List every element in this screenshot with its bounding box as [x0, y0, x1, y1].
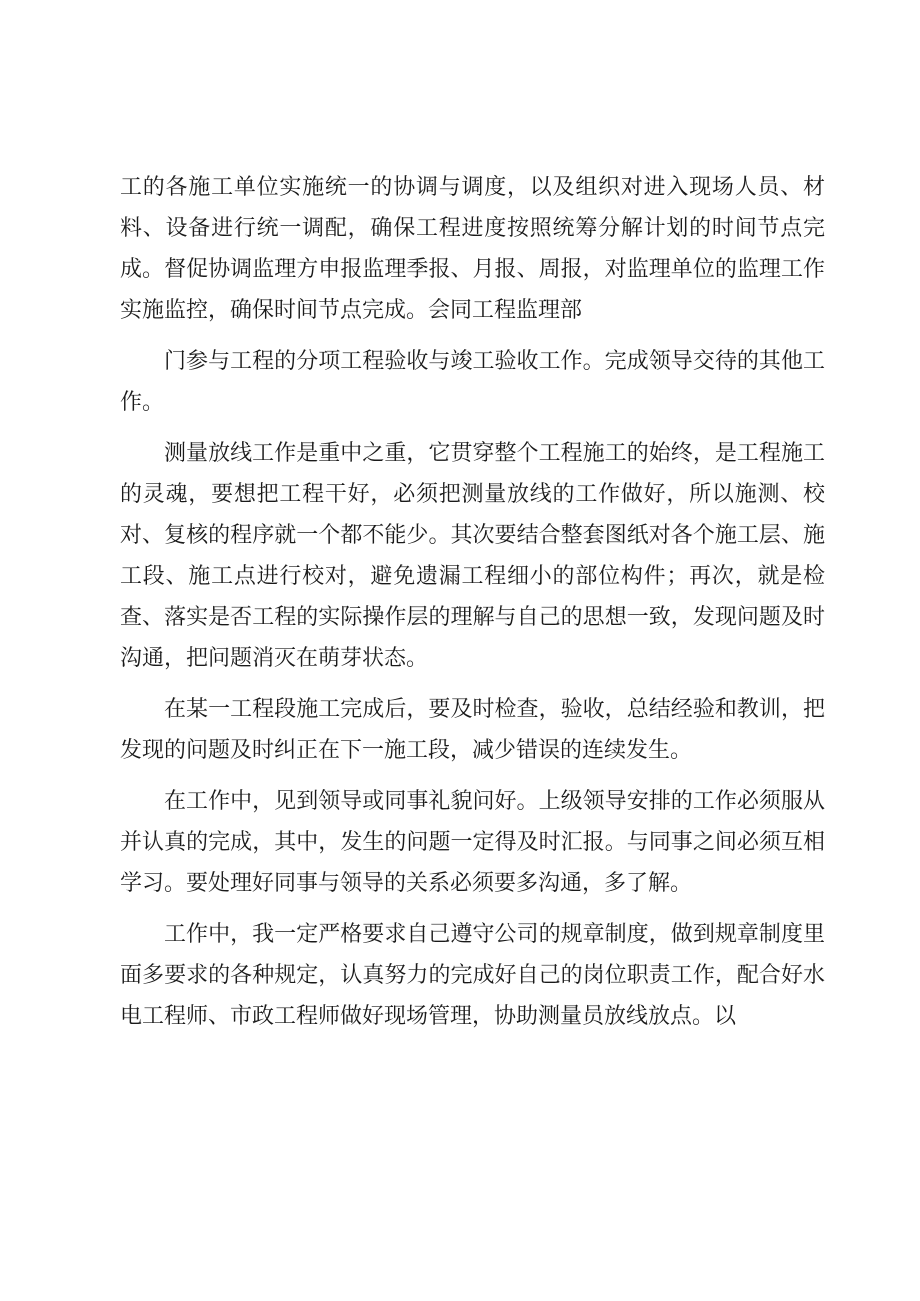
paragraph-2: 门参与工程的分项工程验收与竣工验收工作。完成领导交待的其他工作。: [120, 349, 825, 415]
document-body: [120, 167, 825, 1047]
paragraph-6: 工作中，我一定严格要求自己遵守公司的规章制度，做到规章制度里面多要求的各种规定，认真努力的完成好自己的岗位职责工作，配合好水电工程师、市政工程师做好现场管理，协助测量员放线放点。以: [120, 922, 825, 1029]
paragraph-4: 在某一工程段施工完成后，要及时检查，验收，总结经验和教训，把发现的问题及时纠正在下一施工段，减少错误的连续发生。: [120, 697, 825, 763]
paragraph-3: 测量放线工作是重中之重，它贯穿整个工程施工的始终，是工程施工的灵魂，要想把工程干好，必须把测量放线的工作做好，所以施测、校对、复核的程序就一个都不能少。其次要结合整套图纸对各个施工层、施工段、施工点进行校对，避免遗漏工程细小的部位构件；再次，就是检查、落实是否工程的实际操作层的理解与自己的思想一致，发现问题及时沟通，把问题消灭在萌芽状态。: [120, 441, 825, 671]
paragraph-5: 在工作中，见到领导或同事礼貌问好。上级领导安排的工作必须服从并认真的完成，其中，发生的问题一定得及时汇报。与同事之间必须互相学习。要处理好同事与领导的关系必须要多沟通，多了解。: [120, 789, 825, 896]
paragraph-1: 工的各施工单位实施统一的协调与调度，以及组织对进入现场人员、材料、设备进行统一调配，确保工程进度按照统筹分解计划的时间节点完成。督促协调监理方申报监理季报、月报、周报，对监理单位的监理工作实施监控，确保时间节点完成。会同工程监理部: [120, 175, 825, 323]
